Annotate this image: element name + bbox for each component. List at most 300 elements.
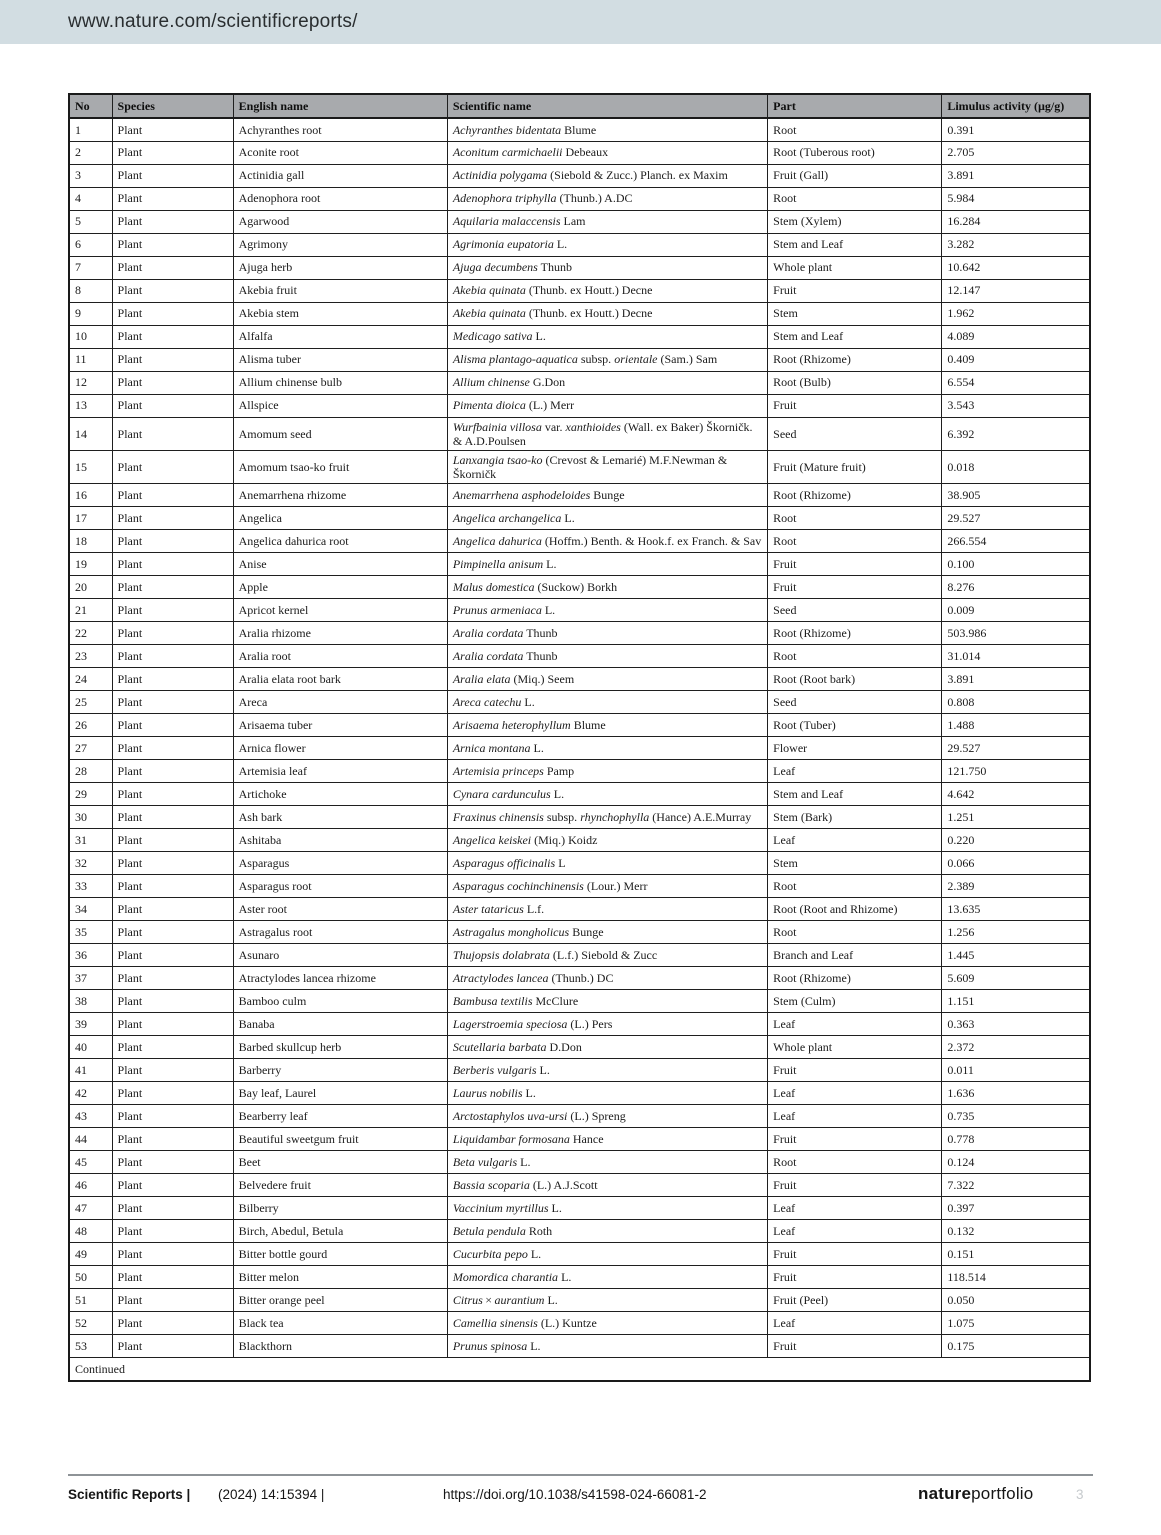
no-cell: 42 [69, 1082, 112, 1105]
scientific-name-cell: Wurfbainia villosa var. xanthioides (Wall. ex Baker) Škorničk. & A.D.Poulsen [447, 417, 767, 450]
scientific-name-cell: Citrus × aurantium L. [447, 1289, 767, 1312]
activity-cell: 4.089 [942, 325, 1090, 348]
species-cell: Plant [112, 394, 233, 417]
footer-doi-link[interactable]: https://doi.org/10.1038/s41598-024-66081-2 [443, 1487, 707, 1502]
no-cell: 50 [69, 1266, 112, 1289]
scientific-name-cell: Agrimonia eupatoria L. [447, 233, 767, 256]
table-row [69, 1266, 1090, 1289]
scientific-name-cell: Aralia elata (Miq.) Seem [447, 668, 767, 691]
english-name-cell: Alisma tuber [233, 348, 447, 371]
limulus-activity-table [68, 93, 1091, 1382]
no-cell: 2 [69, 141, 112, 164]
table-row [69, 1013, 1090, 1036]
species-cell: Plant [112, 530, 233, 553]
scientific-name-cell: Cynara cardunculus L. [447, 783, 767, 806]
part-cell: Stem and Leaf [768, 233, 942, 256]
scientific-name-cell: Arisaema heterophyllum Blume [447, 714, 767, 737]
no-cell: 3 [69, 164, 112, 187]
species-cell: Plant [112, 783, 233, 806]
species-cell: Plant [112, 1036, 233, 1059]
table-row [69, 1128, 1090, 1151]
table-row [69, 1220, 1090, 1243]
part-cell: Seed [768, 417, 942, 450]
species-cell: Plant [112, 852, 233, 875]
english-name-cell: Alfalfa [233, 325, 447, 348]
part-cell: Stem and Leaf [768, 783, 942, 806]
scientific-name-cell: Allium chinense G.Don [447, 371, 767, 394]
footer-divider [68, 1474, 1093, 1476]
table-row [69, 302, 1090, 325]
species-cell: Plant [112, 279, 233, 302]
no-cell: 27 [69, 737, 112, 760]
scientific-name-cell: Bassia scoparia (L.) A.J.Scott [447, 1174, 767, 1197]
species-cell: Plant [112, 921, 233, 944]
english-name-cell: Arnica flower [233, 737, 447, 760]
species-cell: Plant [112, 507, 233, 530]
part-cell: Leaf [768, 1013, 942, 1036]
english-name-cell: Amomum seed [233, 417, 447, 450]
english-name-cell: Achyranthes root [233, 118, 447, 141]
english-name-cell: Agarwood [233, 210, 447, 233]
english-name-cell: Barberry [233, 1059, 447, 1082]
part-cell: Root [768, 530, 942, 553]
part-cell: Leaf [768, 829, 942, 852]
scientific-name-cell: Angelica dahurica (Hoffm.) Benth. & Hook.f. ex Franch. & Sav [447, 530, 767, 553]
part-cell: Root [768, 1151, 942, 1174]
scientific-name-cell: Prunus armeniaca L. [447, 599, 767, 622]
table-row [69, 450, 1090, 483]
part-cell: Fruit [768, 1174, 942, 1197]
part-cell: Root (Tuber) [768, 714, 942, 737]
table-row [69, 1174, 1090, 1197]
continued-label: Continued [69, 1358, 1090, 1381]
activity-cell: 0.220 [942, 829, 1090, 852]
activity-cell: 5.984 [942, 187, 1090, 210]
table-row [69, 256, 1090, 279]
no-cell: 22 [69, 622, 112, 645]
species-cell: Plant [112, 371, 233, 394]
english-name-cell: Beet [233, 1151, 447, 1174]
scientific-name-cell: Malus domestica (Suckow) Borkh [447, 576, 767, 599]
activity-cell: 6.392 [942, 417, 1090, 450]
species-cell: Plant [112, 990, 233, 1013]
english-name-cell: Bamboo culm [233, 990, 447, 1013]
no-cell: 52 [69, 1312, 112, 1335]
species-cell: Plant [112, 599, 233, 622]
table-row [69, 187, 1090, 210]
site-header-bar [0, 0, 1161, 44]
no-cell: 48 [69, 1220, 112, 1243]
part-cell: Stem [768, 302, 942, 325]
footer-issue-citation: (2024) 14:15394 | [218, 1487, 325, 1502]
scientific-name-cell: Ajuga decumbens Thunb [447, 256, 767, 279]
table-row [69, 576, 1090, 599]
activity-cell: 31.014 [942, 645, 1090, 668]
species-cell: Plant [112, 302, 233, 325]
activity-cell: 0.050 [942, 1289, 1090, 1312]
no-cell: 15 [69, 450, 112, 483]
page-number: 3 [1076, 1487, 1084, 1502]
table-row [69, 371, 1090, 394]
table-row [69, 553, 1090, 576]
species-cell: Plant [112, 1289, 233, 1312]
part-cell: Leaf [768, 1220, 942, 1243]
species-cell: Plant [112, 1266, 233, 1289]
activity-cell: 3.282 [942, 233, 1090, 256]
no-cell: 25 [69, 691, 112, 714]
english-name-cell: Adenophora root [233, 187, 447, 210]
activity-cell: 1.488 [942, 714, 1090, 737]
activity-cell: 6.554 [942, 371, 1090, 394]
english-name-cell: Asparagus [233, 852, 447, 875]
scientific-name-cell: Aconitum carmichaelii Debeaux [447, 141, 767, 164]
activity-cell: 0.011 [942, 1059, 1090, 1082]
part-cell: Stem (Culm) [768, 990, 942, 1013]
activity-cell: 0.066 [942, 852, 1090, 875]
english-name-cell: Artichoke [233, 783, 447, 806]
table-row [69, 967, 1090, 990]
part-cell: Seed [768, 599, 942, 622]
no-cell: 21 [69, 599, 112, 622]
english-name-cell: Black tea [233, 1312, 447, 1335]
no-cell: 31 [69, 829, 112, 852]
species-cell: Plant [112, 1174, 233, 1197]
activity-cell: 503.986 [942, 622, 1090, 645]
table-row [69, 990, 1090, 1013]
no-cell: 34 [69, 898, 112, 921]
scientific-name-cell: Medicago sativa L. [447, 325, 767, 348]
no-cell: 51 [69, 1289, 112, 1312]
scientific-name-cell: Anemarrhena asphodeloides Bunge [447, 484, 767, 507]
part-cell: Leaf [768, 760, 942, 783]
no-cell: 10 [69, 325, 112, 348]
scientific-name-cell: Akebia quinata (Thunb. ex Houtt.) Decne [447, 302, 767, 325]
activity-cell: 38.905 [942, 484, 1090, 507]
no-cell: 24 [69, 668, 112, 691]
species-cell: Plant [112, 348, 233, 371]
english-name-cell: Ash bark [233, 806, 447, 829]
table-row [69, 645, 1090, 668]
table-row [69, 1243, 1090, 1266]
species-cell: Plant [112, 210, 233, 233]
activity-cell: 2.372 [942, 1036, 1090, 1059]
activity-cell: 0.808 [942, 691, 1090, 714]
part-cell: Leaf [768, 1105, 942, 1128]
no-cell: 9 [69, 302, 112, 325]
species-cell: Plant [112, 256, 233, 279]
english-name-cell: Bay leaf, Laurel [233, 1082, 447, 1105]
table-container [68, 93, 1091, 1382]
scientific-name-cell: Alisma plantago-aquatica subsp. orientale (Sam.) Sam [447, 348, 767, 371]
no-cell: 1 [69, 118, 112, 141]
column-header: No [69, 94, 112, 118]
table-row [69, 1289, 1090, 1312]
activity-cell: 0.363 [942, 1013, 1090, 1036]
no-cell: 20 [69, 576, 112, 599]
scientific-name-cell: Arnica montana L. [447, 737, 767, 760]
part-cell: Root [768, 507, 942, 530]
english-name-cell: Aconite root [233, 141, 447, 164]
part-cell: Fruit [768, 1335, 942, 1358]
activity-cell: 8.276 [942, 576, 1090, 599]
scientific-name-cell: Betula pendula Roth [447, 1220, 767, 1243]
activity-cell: 29.527 [942, 507, 1090, 530]
table-row [69, 417, 1090, 450]
no-cell: 35 [69, 921, 112, 944]
no-cell: 23 [69, 645, 112, 668]
english-name-cell: Bilberry [233, 1197, 447, 1220]
table-row [69, 1335, 1090, 1358]
part-cell: Branch and Leaf [768, 944, 942, 967]
no-cell: 37 [69, 967, 112, 990]
scientific-name-cell: Adenophora triphylla (Thunb.) A.DC [447, 187, 767, 210]
english-name-cell: Ajuga herb [233, 256, 447, 279]
activity-cell: 3.891 [942, 668, 1090, 691]
table-row [69, 921, 1090, 944]
part-cell: Fruit [768, 1059, 942, 1082]
activity-cell: 5.609 [942, 967, 1090, 990]
part-cell: Leaf [768, 1082, 942, 1105]
activity-cell: 0.018 [942, 450, 1090, 483]
species-cell: Plant [112, 967, 233, 990]
no-cell: 26 [69, 714, 112, 737]
scientific-name-cell: Artemisia princeps Pamp [447, 760, 767, 783]
activity-cell: 29.527 [942, 737, 1090, 760]
english-name-cell: Beautiful sweetgum fruit [233, 1128, 447, 1151]
no-cell: 47 [69, 1197, 112, 1220]
no-cell: 12 [69, 371, 112, 394]
english-name-cell: Aralia root [233, 645, 447, 668]
no-cell: 29 [69, 783, 112, 806]
english-name-cell: Actinidia gall [233, 164, 447, 187]
part-cell: Fruit [768, 576, 942, 599]
part-cell: Flower [768, 737, 942, 760]
column-header: Species [112, 94, 233, 118]
activity-cell: 4.642 [942, 783, 1090, 806]
activity-cell: 12.147 [942, 279, 1090, 302]
table-row [69, 852, 1090, 875]
species-cell: Plant [112, 645, 233, 668]
species-cell: Plant [112, 806, 233, 829]
table-row [69, 1059, 1090, 1082]
scientific-name-cell: Asparagus cochinchinensis (Lour.) Merr [447, 875, 767, 898]
english-name-cell: Astragalus root [233, 921, 447, 944]
scientific-name-cell: Aralia cordata Thunb [447, 645, 767, 668]
scientific-name-cell: Momordica charantia L. [447, 1266, 767, 1289]
scientific-name-cell: Akebia quinata (Thunb. ex Houtt.) Decne [447, 279, 767, 302]
table-row [69, 806, 1090, 829]
activity-cell: 13.635 [942, 898, 1090, 921]
activity-cell: 1.251 [942, 806, 1090, 829]
species-cell: Plant [112, 1082, 233, 1105]
part-cell: Fruit [768, 1243, 942, 1266]
activity-cell: 266.554 [942, 530, 1090, 553]
scientific-name-cell: Liquidambar formosana Hance [447, 1128, 767, 1151]
part-cell: Root (Bulb) [768, 371, 942, 394]
scientific-name-cell: Laurus nobilis L. [447, 1082, 767, 1105]
species-cell: Plant [112, 1312, 233, 1335]
species-cell: Plant [112, 714, 233, 737]
table-row [69, 164, 1090, 187]
activity-cell: 0.175 [942, 1335, 1090, 1358]
no-cell: 5 [69, 210, 112, 233]
activity-cell: 7.322 [942, 1174, 1090, 1197]
species-cell: Plant [112, 691, 233, 714]
english-name-cell: Amomum tsao-ko fruit [233, 450, 447, 483]
table-continued-row [69, 1358, 1090, 1381]
part-cell: Stem (Xylem) [768, 210, 942, 233]
table-row [69, 118, 1090, 141]
footer-journal-name: Scientific Reports | [68, 1487, 191, 1502]
english-name-cell: Akebia stem [233, 302, 447, 325]
species-cell: Plant [112, 450, 233, 483]
species-cell: Plant [112, 898, 233, 921]
activity-cell: 16.284 [942, 210, 1090, 233]
species-cell: Plant [112, 1243, 233, 1266]
table-row [69, 141, 1090, 164]
column-header: Scientific name [447, 94, 767, 118]
species-cell: Plant [112, 1151, 233, 1174]
activity-cell: 1.075 [942, 1312, 1090, 1335]
no-cell: 18 [69, 530, 112, 553]
english-name-cell: Angelica dahurica root [233, 530, 447, 553]
table-row [69, 1151, 1090, 1174]
part-cell: Fruit [768, 553, 942, 576]
scientific-name-cell: Areca catechu L. [447, 691, 767, 714]
no-cell: 40 [69, 1036, 112, 1059]
part-cell: Stem (Bark) [768, 806, 942, 829]
species-cell: Plant [112, 737, 233, 760]
part-cell: Fruit [768, 279, 942, 302]
table-row [69, 1082, 1090, 1105]
no-cell: 8 [69, 279, 112, 302]
no-cell: 46 [69, 1174, 112, 1197]
no-cell: 33 [69, 875, 112, 898]
table-row [69, 898, 1090, 921]
species-cell: Plant [112, 829, 233, 852]
activity-cell: 1.962 [942, 302, 1090, 325]
activity-cell: 0.009 [942, 599, 1090, 622]
activity-cell: 0.409 [942, 348, 1090, 371]
scientific-name-cell: Fraxinus chinensis subsp. rhynchophylla (Hance) A.E.Murray [447, 806, 767, 829]
species-cell: Plant [112, 233, 233, 256]
species-cell: Plant [112, 141, 233, 164]
activity-cell: 118.514 [942, 1266, 1090, 1289]
species-cell: Plant [112, 944, 233, 967]
part-cell: Fruit (Mature fruit) [768, 450, 942, 483]
english-name-cell: Bitter melon [233, 1266, 447, 1289]
activity-cell: 2.705 [942, 141, 1090, 164]
english-name-cell: Bitter orange peel [233, 1289, 447, 1312]
english-name-cell: Aster root [233, 898, 447, 921]
table-row [69, 829, 1090, 852]
activity-cell: 0.124 [942, 1151, 1090, 1174]
species-cell: Plant [112, 1013, 233, 1036]
table-row [69, 714, 1090, 737]
part-cell: Seed [768, 691, 942, 714]
english-name-cell: Anemarrhena rhizome [233, 484, 447, 507]
table-row [69, 1036, 1090, 1059]
no-cell: 38 [69, 990, 112, 1013]
table-row [69, 484, 1090, 507]
activity-cell: 0.132 [942, 1220, 1090, 1243]
activity-cell: 10.642 [942, 256, 1090, 279]
part-cell: Root [768, 875, 942, 898]
table-row [69, 783, 1090, 806]
english-name-cell: Areca [233, 691, 447, 714]
no-cell: 4 [69, 187, 112, 210]
table-row [69, 599, 1090, 622]
no-cell: 6 [69, 233, 112, 256]
species-cell: Plant [112, 553, 233, 576]
part-cell: Root (Rhizome) [768, 967, 942, 990]
table-row [69, 668, 1090, 691]
part-cell: Root [768, 921, 942, 944]
scientific-name-cell: Astragalus mongholicus Bunge [447, 921, 767, 944]
english-name-cell: Birch, Abedul, Betula [233, 1220, 447, 1243]
species-cell: Plant [112, 875, 233, 898]
species-cell: Plant [112, 1128, 233, 1151]
part-cell: Root (Tuberous root) [768, 141, 942, 164]
table-row [69, 737, 1090, 760]
english-name-cell: Bitter bottle gourd [233, 1243, 447, 1266]
english-name-cell: Artemisia leaf [233, 760, 447, 783]
english-name-cell: Angelica [233, 507, 447, 530]
part-cell: Whole plant [768, 1036, 942, 1059]
english-name-cell: Aralia rhizome [233, 622, 447, 645]
activity-cell: 1.445 [942, 944, 1090, 967]
part-cell: Root (Rhizome) [768, 622, 942, 645]
scientific-name-cell: Angelica archangelica L. [447, 507, 767, 530]
logo-nature-text: nature [918, 1484, 972, 1503]
no-cell: 43 [69, 1105, 112, 1128]
scientific-name-cell: Thujopsis dolabrata (L.f.) Siebold & Zucc [447, 944, 767, 967]
scientific-name-cell: Scutellaria barbata D.Don [447, 1036, 767, 1059]
species-cell: Plant [112, 1197, 233, 1220]
table-row [69, 875, 1090, 898]
species-cell: Plant [112, 118, 233, 141]
part-cell: Stem and Leaf [768, 325, 942, 348]
no-cell: 39 [69, 1013, 112, 1036]
scientific-name-cell: Achyranthes bidentata Blume [447, 118, 767, 141]
page-footer [68, 1474, 1093, 1514]
no-cell: 19 [69, 553, 112, 576]
no-cell: 30 [69, 806, 112, 829]
no-cell: 32 [69, 852, 112, 875]
column-header: Limulus activity (µg/g) [942, 94, 1090, 118]
english-name-cell: Blackthorn [233, 1335, 447, 1358]
no-cell: 11 [69, 348, 112, 371]
scientific-name-cell: Asparagus officinalis L [447, 852, 767, 875]
english-name-cell: Ashitaba [233, 829, 447, 852]
english-name-cell: Bearberry leaf [233, 1105, 447, 1128]
part-cell: Root [768, 118, 942, 141]
english-name-cell: Akebia fruit [233, 279, 447, 302]
no-cell: 13 [69, 394, 112, 417]
scientific-name-cell: Camellia sinensis (L.) Kuntze [447, 1312, 767, 1335]
english-name-cell: Barbed skullcup herb [233, 1036, 447, 1059]
english-name-cell: Apple [233, 576, 447, 599]
scientific-name-cell: Pimpinella anisum L. [447, 553, 767, 576]
table-row [69, 279, 1090, 302]
logo-portfolio-text: portfolio [971, 1484, 1034, 1503]
activity-cell: 121.750 [942, 760, 1090, 783]
english-name-cell: Allspice [233, 394, 447, 417]
scientific-name-cell: Vaccinium myrtillus L. [447, 1197, 767, 1220]
scientific-name-cell: Prunus spinosa L. [447, 1335, 767, 1358]
no-cell: 41 [69, 1059, 112, 1082]
scientific-name-cell: Cucurbita pepo L. [447, 1243, 767, 1266]
